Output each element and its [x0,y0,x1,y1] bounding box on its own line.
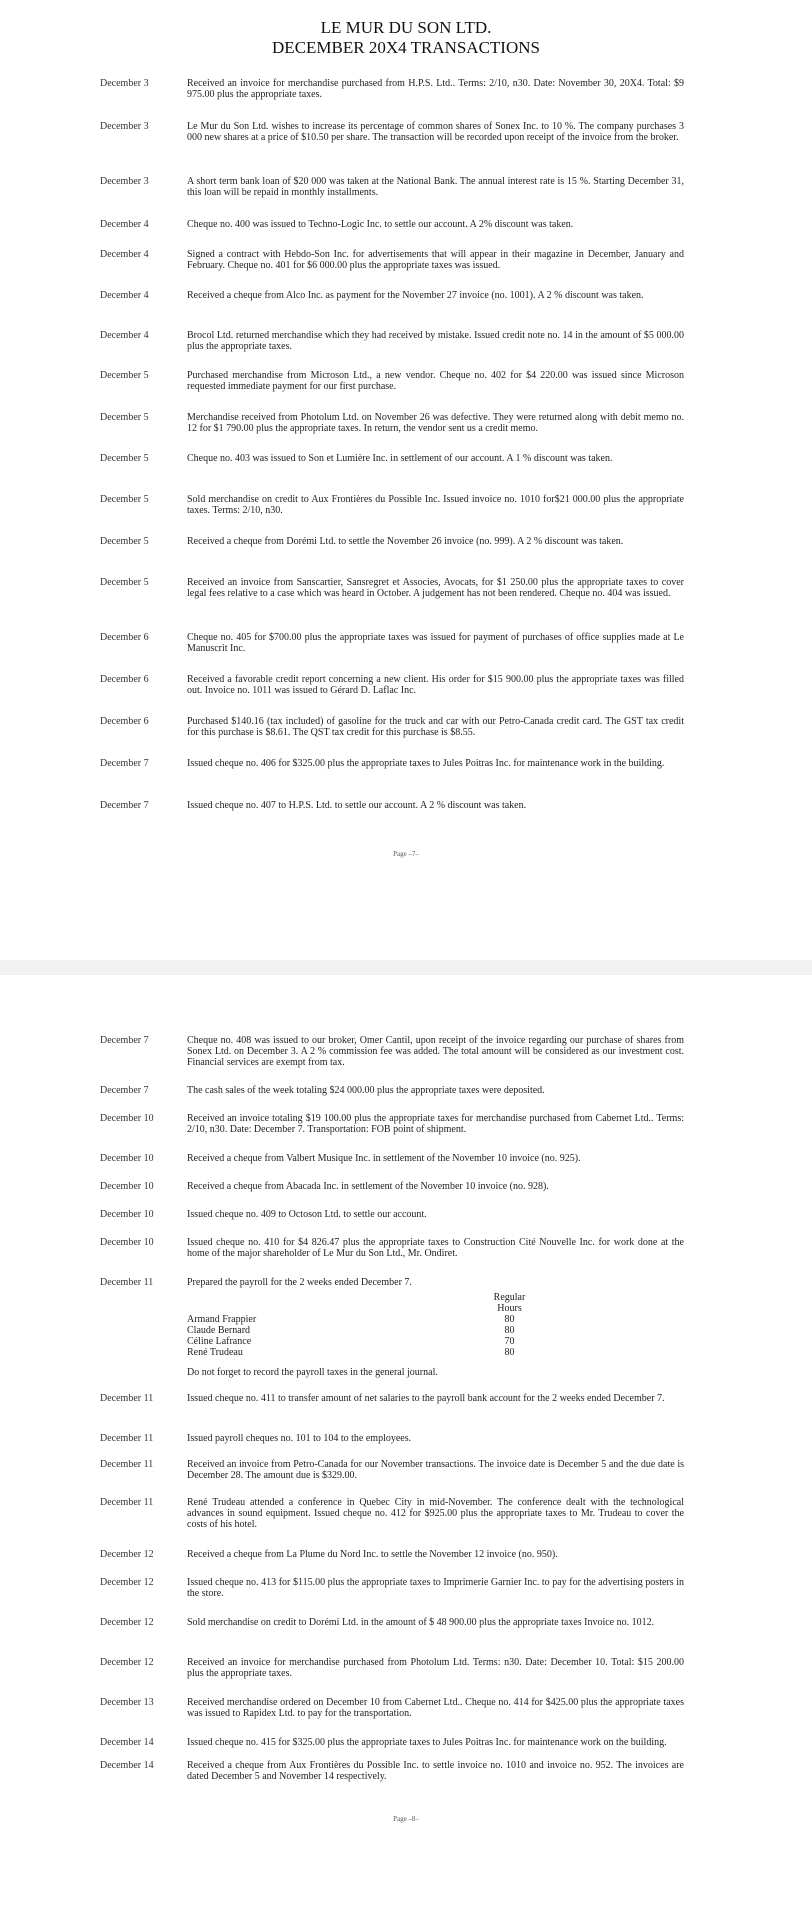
entry-text: Received a cheque from Abacada Inc. in settlement of the November 10 invoice (no. 928). [187,1181,549,1192]
entry-text: Cheque no. 408 was issued to our broker, Omer Cantil, upon receipt of the invoice regarding our purchase of shares from Sonex Ltd. on December 3. A 2 % commission fee was added. The total amount will be considered as our investment cost. Financial services are exempt from tax. [187,1035,684,1068]
entry-text: Sold merchandise on credit to Dorémi Ltd. in the amount of $ 48 900.00 plus the appropriate taxes Invoice no. 1012. [187,1617,655,1628]
entry-text: The cash sales of the week totaling $24 000.00 plus the appropriate taxes were deposited. [187,1085,545,1096]
entry-text: Issued cheque no. 415 for $325.00 plus the appropriate taxes to Jules Poitras Inc. for maintenance work on the building. [187,1737,667,1748]
employee-hours: 80 [504,1325,515,1336]
entry-date: December 12 [100,1657,154,1668]
entry-text: Merchandise received from Photolum Ltd. on November 26 was defective. They were returned along with debit memo no. 12 for $1 790.00 plus the appropriate taxes. In return, the vendor sent us a credit memo. [187,412,684,434]
entry-date: December 10 [100,1113,154,1124]
entry-date: December 14 [100,1737,154,1748]
entry-text: Le Mur du Son Ltd. wishes to increase its percentage of common shares of Sonex Inc. to 10 %. The company purchases 3 000 new shares at a price of $10.50 per share. The transaction will be recorded upon receipt of the invoice from the broker. [187,121,684,143]
entry-date: December 4 [100,249,149,260]
entry-date: December 7 [100,758,149,769]
employee-hours: 70 [504,1336,515,1347]
entry-date: December 11 [100,1393,154,1404]
entry-date: December 5 [100,453,149,464]
entry-text: Received a cheque from La Plume du Nord Inc. to settle the November 12 invoice (no. 950). [187,1549,558,1560]
entry-date: December 5 [100,412,149,423]
entry-date: December 7 [100,1035,149,1046]
entry-text: Received an invoice from Petro-Canada for our November transactions. The invoice date is December 5 and the due date is December 28. The amount due is $329.00. [187,1459,684,1481]
entry-date: December 6 [100,632,149,643]
entry-date: December 10 [100,1181,154,1192]
entry-text: Do not forget to record the payroll taxes in the general journal. [187,1367,438,1378]
entry-text: René Trudeau attended a conference in Quebec City in mid-November. The conference dealt with the technological advances in sound equipment. Issued cheque no. 412 for $925.00 plus the appropriate taxes to Mr. Trudeau to cover the costs of his hotel. [187,1497,684,1530]
entry-text: Issued cheque no. 411 to transfer amount of net salaries to the payroll bank account for the 2 weeks ended December 7. [187,1393,665,1404]
entry-text: Received a cheque from Alco Inc. as payment for the November 27 invoice (no. 1001). A 2 % discount was taken. [187,290,644,301]
entry-date: December 11 [100,1497,154,1508]
document-subtitle: DECEMBER 20X4 TRANSACTIONS [272,38,540,57]
employee-name: Claude Bernard [187,1325,251,1336]
entry-date: December 11 [100,1433,154,1444]
entry-text: Received a cheque from Aux Frontières du Possible Inc. to settle invoice no. 1010 and invoice no. 952. The invoices are dated December 5 and November 14 respectively. [187,1760,684,1782]
employee-name: Céline Lafrance [187,1336,252,1347]
entry-date: December 4 [100,290,149,301]
entry-date: December 6 [100,674,149,685]
entry-date: December 10 [100,1237,154,1248]
entry-date: December 3 [100,121,149,132]
entry-date: December 14 [100,1760,154,1771]
entry-text: Purchased merchandise from Microson Ltd., a new vendor. Cheque no. 402 for $4 220.00 was issued since Microson requested immediate payment for our first purchase. [187,370,684,392]
payroll-header-hours: Hours [497,1303,522,1314]
entry-text: Received an invoice for merchandise purchased from Photolum Ltd. Terms: n30. Date: December 10. Total: $15 200.00 plus the appropriate taxes. [187,1657,684,1679]
entry-date: December 7 [100,1085,149,1096]
entry-text: Received a favorable credit report concerning a new client. His order for $15 900.00 plus the appropriate taxes was filled out. Invoice no. 1011 was issued to Gérard D. Laflac Inc. [187,674,684,696]
entry-date: December 3 [100,176,149,187]
page-number: Page –8– [393,1815,419,1823]
entry-text: Prepared the payroll for the 2 weeks ended December 7. [187,1277,412,1288]
entry-date: December 5 [100,536,149,547]
employee-hours: 80 [504,1347,515,1358]
document-title: LE MUR DU SON LTD. [320,18,492,37]
entry-text: Cheque no. 405 for $700.00 plus the appropriate taxes was issued for payment of purchases of office supplies made at Le Manuscrit Inc. [187,632,684,654]
entry-date: December 11 [100,1459,154,1470]
entry-date: December 10 [100,1153,154,1164]
entry-text: Issued cheque no. 406 for $325.00 plus the appropriate taxes to Jules Poitras Inc. for maintenance work in the building. [187,758,665,769]
employee-hours: 80 [504,1314,515,1325]
employee-name: René Trudeau [187,1347,243,1358]
document-page-8 [0,975,812,1920]
entry-text: Received a cheque from Dorémi Ltd. to settle the November 26 invoice (no. 999). A 2 % discount was taken. [187,536,624,547]
entry-text: Signed a contract with Hebdo-Son Inc. for advertisements that will appear in their magazine in December, January and February. Cheque no. 401 for $6 000.00 plus the appropriate taxes was issued. [187,249,684,271]
page-number: Page –7– [393,850,419,858]
entry-text: Received a cheque from Valbert Musique Inc. in settlement of the November 10 invoice (no. 925). [187,1153,581,1164]
entry-date: December 13 [100,1697,154,1708]
entry-text: A short term bank loan of $20 000 was taken at the National Bank. The annual interest rate is 15 %. Starting December 31, this loan will be repaid in monthly installments. [187,176,684,198]
entry-date: December 7 [100,800,149,811]
page-separator [0,960,812,975]
entry-text: Cheque no. 400 was issued to Techno-Logic Inc. to settle our account. A 2% discount was taken. [187,219,574,230]
entry-text: Received an invoice from Sanscartier, Sansregret et Associes, Avocats, for $1 250.00 plus the appropriate taxes to cover legal fees relative to a case which was heard in October. A judgement has not been rendered. Cheque no. 404 was issued. [187,577,684,599]
entry-text: Issued payroll cheques no. 101 to 104 to the employees. [187,1433,412,1444]
entry-text: Cheque no. 403 was issued to Son et Lumière Inc. in settlement of our account. A 1 % discount was taken. [187,453,613,464]
entry-text: Received merchandise ordered on December 10 from Cabernet Ltd.. Cheque no. 414 for $425.00 plus the appropriate taxes was issued to Rapidex Ltd. to pay for the transportation. [187,1697,684,1719]
entry-date: December 12 [100,1549,154,1560]
entry-date: December 4 [100,219,149,230]
entry-text: Received an invoice totaling $19 100.00 plus the appropriate taxes for merchandise purchased from Cabernet Ltd.. Terms: 2/10, n30. Date: December 7. Transportation: FOB point of shipment. [187,1113,684,1135]
entry-date: December 10 [100,1209,154,1220]
entry-text: Sold merchandise on credit to Aux Frontières du Possible Inc. Issued invoice no. 1010 for$21 000.00 plus the appropriate taxes. Terms: 2/10, n30. [187,494,684,516]
entry-date: December 5 [100,577,149,588]
entry-text: Purchased $140.16 (tax included) of gasoline for the truck and car with our Petro-Canada credit card. The GST tax credit for this purchase is $8.61. The QST tax credit for this purchase is $8.55. [187,716,684,738]
entry-date: December 5 [100,494,149,505]
entry-date: December 5 [100,370,149,381]
entry-date: December 4 [100,330,149,341]
employee-name: Armand Frappier [187,1314,257,1325]
entry-text: Issued cheque no. 409 to Octoson Ltd. to settle our account. [187,1209,427,1220]
entry-text: Brocol Ltd. returned merchandise which they had received by mistake. Issued credit note no. 14 in the amount of $5 000.00 plus the appropriate taxes. [187,330,684,352]
entry-text: Issued cheque no. 410 for $4 826.47 plus the appropriate taxes to Construction Cité Nouvelle Inc. for work done at the home of the major shareholder of Le Mur du Son Ltd., Mr. Ondiret. [187,1237,684,1259]
entry-text: Received an invoice for merchandise purchased from H.P.S. Ltd.. Terms: 2/10, n30. Date: November 30, 20X4. Total: $9 975.00 plus the appropriate taxes. [187,78,684,100]
entry-date: December 12 [100,1577,154,1588]
entry-date: December 11 [100,1277,154,1288]
entry-text: Issued cheque no. 407 to H.P.S. Ltd. to settle our account. A 2 % discount was taken. [187,800,527,811]
payroll-header-regular: Regular [493,1292,526,1303]
entry-date: December 6 [100,716,149,727]
entry-date: December 12 [100,1617,154,1628]
entry-text: Issued cheque no. 413 for $115.00 plus the appropriate taxes to Imprimerie Garnier Inc. to pay for the advertising posters in the store. [187,1577,684,1599]
payroll-table [187,1292,532,1362]
entry-date: December 3 [100,78,149,89]
